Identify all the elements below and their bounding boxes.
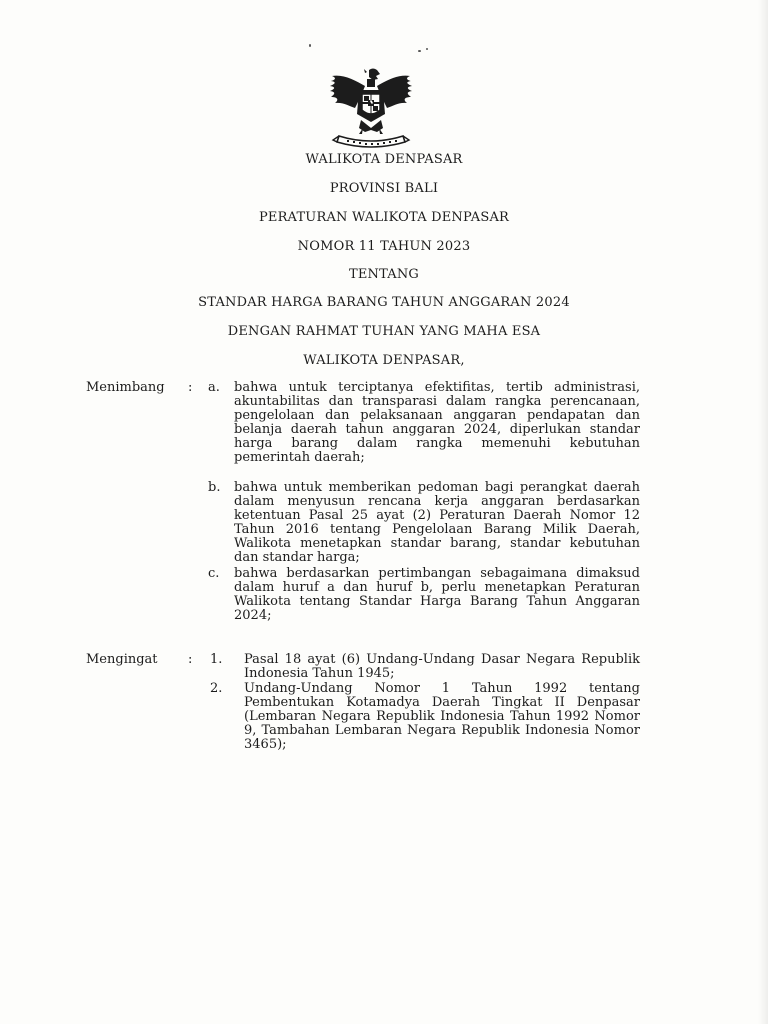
header-line-walikota: WALIKOTA DENPASAR [305,152,463,167]
header-line-nomor: NOMOR 11 TAHUN 2023 [297,239,471,254]
mengingat-marker-2: 2. [210,681,223,696]
header-line-rahmat: DENGAN RAHMAT TUHAN YANG MAHA ESA [227,324,541,339]
menimbang-item-b: bahwa untuk memberikan pedoman bagi perangkat daerah dalam menyusun rencana kerja anggaran berdasarkan ketentuan Pasal 25 ayat (2) Peraturan Daerah Nomor 12 Tahun 2016 tentang Pengelolaan Barang Milik Daerah, Walikota menetapkan standar barang, standar kebutuhan dan standar harga; [234,480,640,565]
menimbang-marker-b: b. [208,480,221,495]
mengingat-item-1: Pasal 18 ayat (6) Undang-Undang Dasar Negara Republik Indonesia Tahun 1945; [244,652,640,681]
scan-speck [418,50,421,52]
menimbang-marker-c: c. [208,566,220,581]
scan-speck [309,44,311,47]
scan-speck [426,48,428,50]
header-line-title: STANDAR HARGA BARANG TAHUN ANGGARAN 2024 [198,295,570,310]
menimbang-item-a: bahwa untuk terciptanya efektifitas, tertib administrasi, akuntabilitas dan transparasi dalam rangka perencanaan, pengelolaan dan pelaksanaan anggaran pendapatan dan belanja daerah tahun anggaran 2024, diperlukan standar harga barang dalam rangka memenuhi kebutuhan pemerintah daerah; [234,380,640,465]
mengingat-colon: : [188,652,193,667]
garuda-pancasila-emblem-icon [325,66,417,148]
header-line-tentang: TENTANG [348,267,420,282]
menimbang-label: Menimbang [86,380,165,395]
header-line-provinsi: PROVINSI BALI [329,181,439,196]
mengingat-marker-1: 1. [210,652,223,667]
header-line-walikota-closing: WALIKOTA DENPASAR, [303,353,465,368]
header-line-peraturan: PERATURAN WALIKOTA DENPASAR [258,210,510,225]
menimbang-marker-a: a. [208,380,220,395]
menimbang-colon: : [188,380,193,395]
mengingat-item-2: Undang-Undang Nomor 1 Tahun 1992 tentang Pembentukan Kotamadya Daerah Tingkat II Denpasar (Lembaran Negara Republik Indonesia Tahun 1992 Nomor 9, Tambahan Lembaran Negara Republik Indonesia Nomor 3465); [244,681,640,752]
menimbang-item-c: bahwa berdasarkan pertimbangan sebagaimana dimaksud dalam huruf a dan huruf b, perlu menetapkan Peraturan Walikota tentang Standar Harga Barang Tahun Anggaran 2024; [234,566,640,623]
mengingat-label: Mengingat [86,652,158,667]
